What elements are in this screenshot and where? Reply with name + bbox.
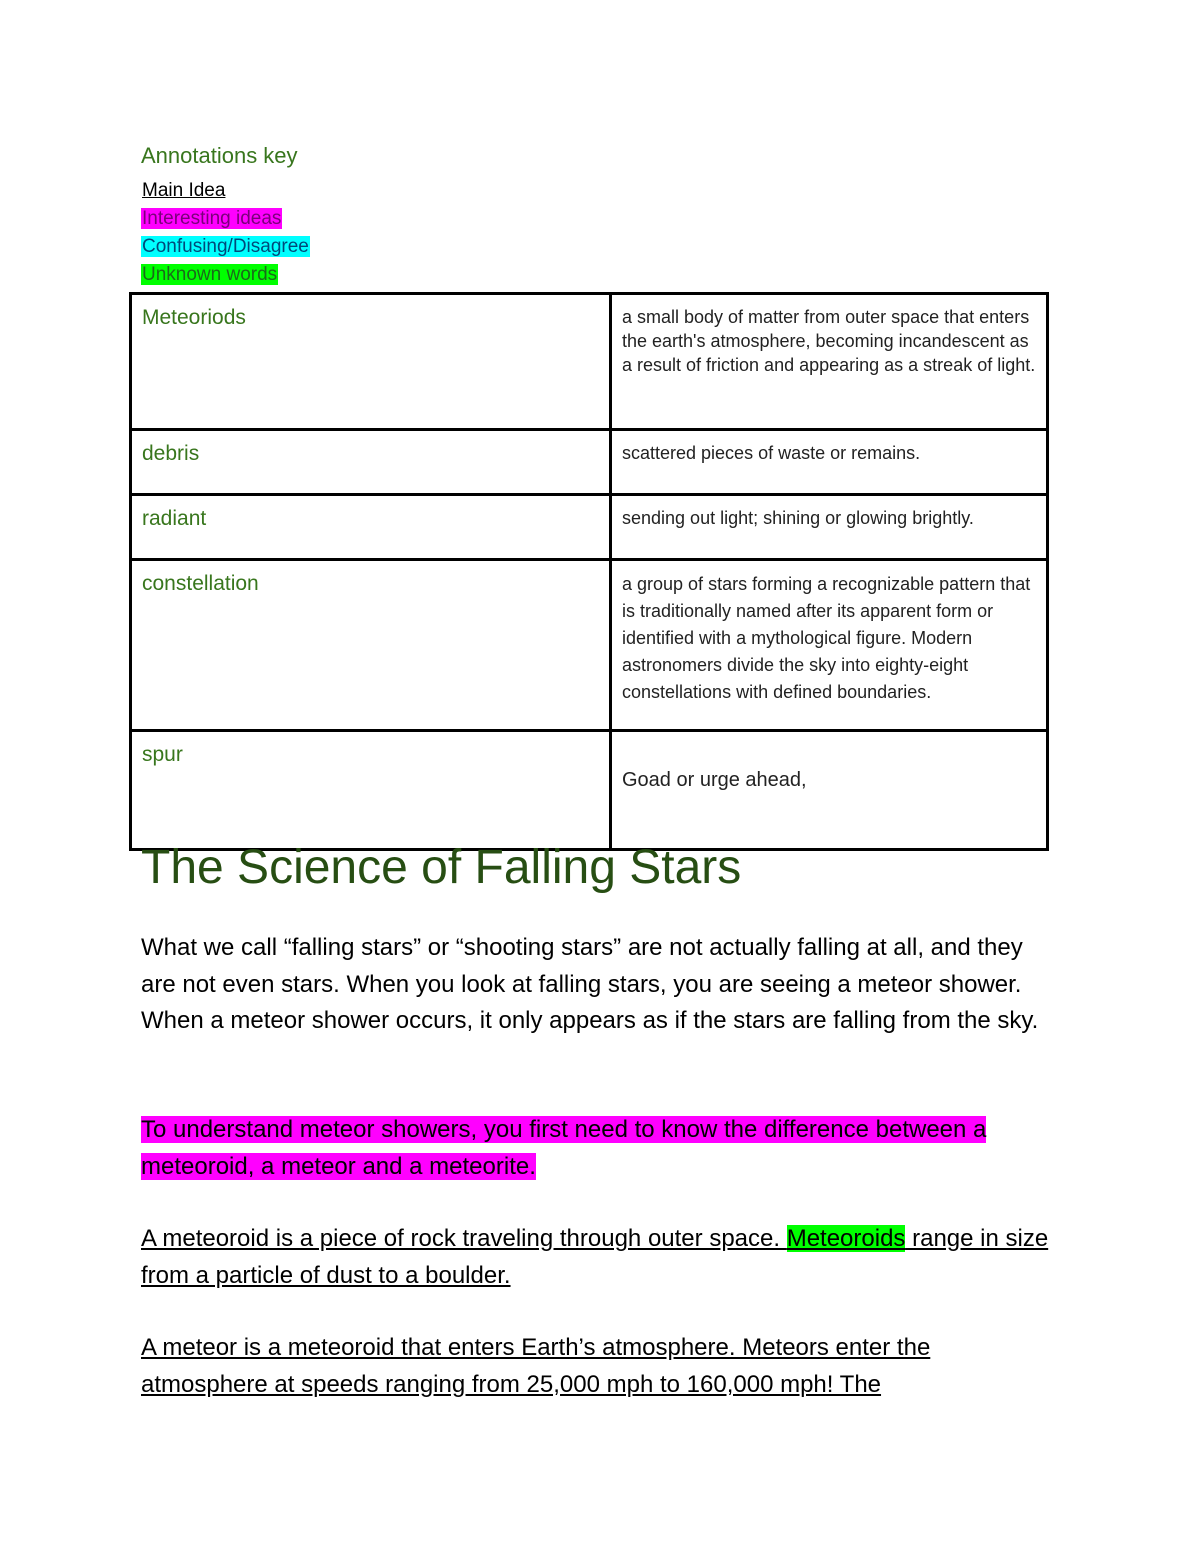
- article-paragraph-interesting: [141, 1112, 1061, 1185]
- vocab-definition: Goad or urge ahead,: [611, 731, 1048, 850]
- key-item-unknown-words: Unknown words: [142, 264, 278, 285]
- table-row: [131, 294, 1048, 430]
- vocab-definition: a group of stars forming a recognizable pattern that is traditionally named after its apparent form or identified with a mythological figure. Modern astronomers divide the sky into eighty-eight constellations with defined boundaries.: [611, 560, 1048, 731]
- article-paragraph-main-idea: A meteor is a meteoroid that enters Earth’s atmosphere. Meteors enter the atmosphere at speeds ranging from 25,000 mph to 160,000 mph! The: [141, 1334, 931, 1398]
- vocab-definition: a small body of matter from outer space that enters the earth's atmosphere, becoming incandescent as a result of friction and appearing as a streak of light.: [611, 294, 1048, 430]
- article-title: The Science of Falling Stars: [141, 841, 742, 894]
- vocab-definition: scattered pieces of waste or remains.: [611, 430, 1048, 495]
- vocab-term: spur: [131, 731, 611, 850]
- key-item-confusing: Confusing/Disagree: [142, 236, 309, 257]
- table-row: [131, 430, 1048, 495]
- table-row: [131, 731, 1048, 850]
- key-item-interesting: Interesting ideas: [142, 208, 282, 229]
- article-paragraph-main-idea: A meteoroid is a piece of rock traveling through outer space. Meteoroids range in size from a particle of dust to a boulder.: [141, 1225, 1049, 1289]
- key-item-main-idea: Main Idea: [142, 180, 226, 201]
- vocab-term: constellation: [131, 560, 611, 731]
- vocab-definition: sending out light; shining or glowing brightly.: [611, 495, 1048, 560]
- vocab-term: debris: [131, 430, 611, 495]
- article-paragraph: What we call “falling stars” or “shooting stars” are not actually falling at all, and they are not even stars. When you look at falling stars, you are seeing a meteor shower. When a meteor shower occurs, it only appears as if the stars are falling from the sky.: [141, 934, 1039, 1034]
- table-row: [131, 495, 1048, 560]
- table-row: [131, 560, 1048, 731]
- vocabulary-table: [129, 292, 1049, 851]
- annotations-key: [141, 142, 310, 290]
- interesting-highlight: To understand meteor showers, you first need to know the difference between a meteoroid, a meteor and a meteorite.: [141, 1116, 987, 1180]
- vocab-term: Meteoriods: [131, 294, 611, 430]
- unknown-word-highlight: Meteoroids: [786, 1225, 906, 1252]
- vocab-term: radiant: [131, 495, 611, 560]
- annotations-key-title: Annotations key: [141, 143, 298, 168]
